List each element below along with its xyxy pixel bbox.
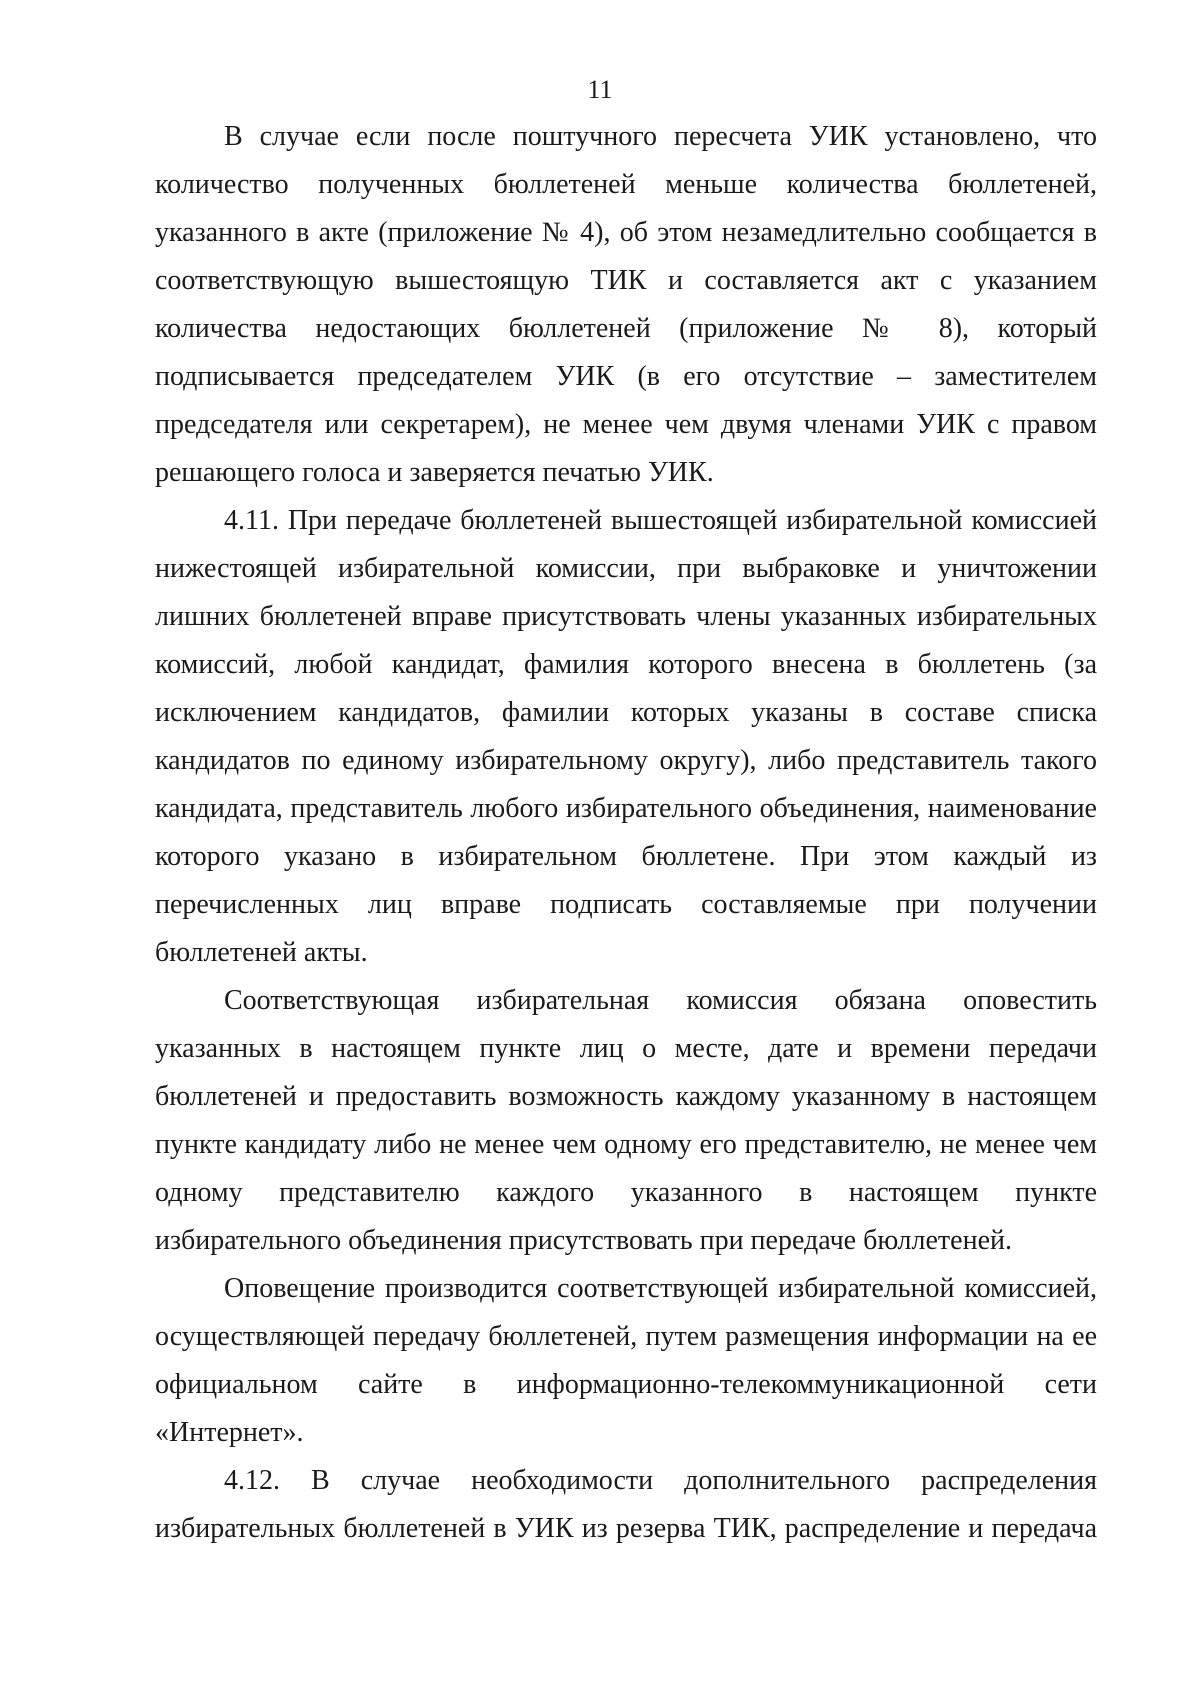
page-number: 11	[587, 75, 613, 104]
paragraph-uik-recount: В случае если после поштучного пересчета УИК установлено, что количество полученных бюллетеней меньше количества бюллетеней, указанного в акте (приложение № 4), об этом незамедлительно сообщается в соответствующую вышестоящую ТИК и составляется акт с указанием количества недостающих бюллетеней (приложение № 8), который подписывается председателем УИК (в его отсутствие – заместителем председателя или секретарем), не менее чем двумя членами УИК с правом решающего голоса и заверяется печатью УИК.	[155, 121, 1097, 488]
paragraph-notification-method: Оповещение производится соответствующей избирательной комиссией, осуществляющей передачу бюллетеней, путем размещения информации на ее официальном сайте в информационно-телекоммуникационной сети «Интернет».	[155, 1273, 1097, 1448]
paragraph-4-12: 4.12. В случае необходимости дополнительного распределения избирательных бюллетеней в УИК из резерва ТИК, распределение и передача	[155, 1465, 1097, 1544]
paragraph-commission-notification-duty: Соответствующая избирательная комиссия обязана оповестить указанных в настоящем пункте лиц о месте, дате и времени передачи бюллетеней и предоставить возможность каждому указанному в настоящем пункте кандидату либо не менее чем одному его представителю, не менее чем одному представителю каждого указанного в настоящем пункте избирательного объединения присутствовать при передаче бюллетеней.	[155, 985, 1097, 1256]
paragraph-4-11: 4.11. При передаче бюллетеней вышестоящей избирательной комиссией нижестоящей избирательной комиссии, при выбраковке и уничтожении лишних бюллетеней вправе присутствовать члены указанных избирательных комиссий, любой кандидат, фамилия которого внесена в бюллетень (за исключением кандидатов, фамилии которых указаны в составе списка кандидатов по единому избирательному округу), либо представитель такого кандидата, представитель любого избирательного объединения, наименование которого указано в избирательном бюллетене. При этом каждый из перечисленных лиц вправе подписать составляемые при получении бюллетеней акты.	[155, 505, 1097, 968]
document-body	[155, 113, 1097, 1553]
